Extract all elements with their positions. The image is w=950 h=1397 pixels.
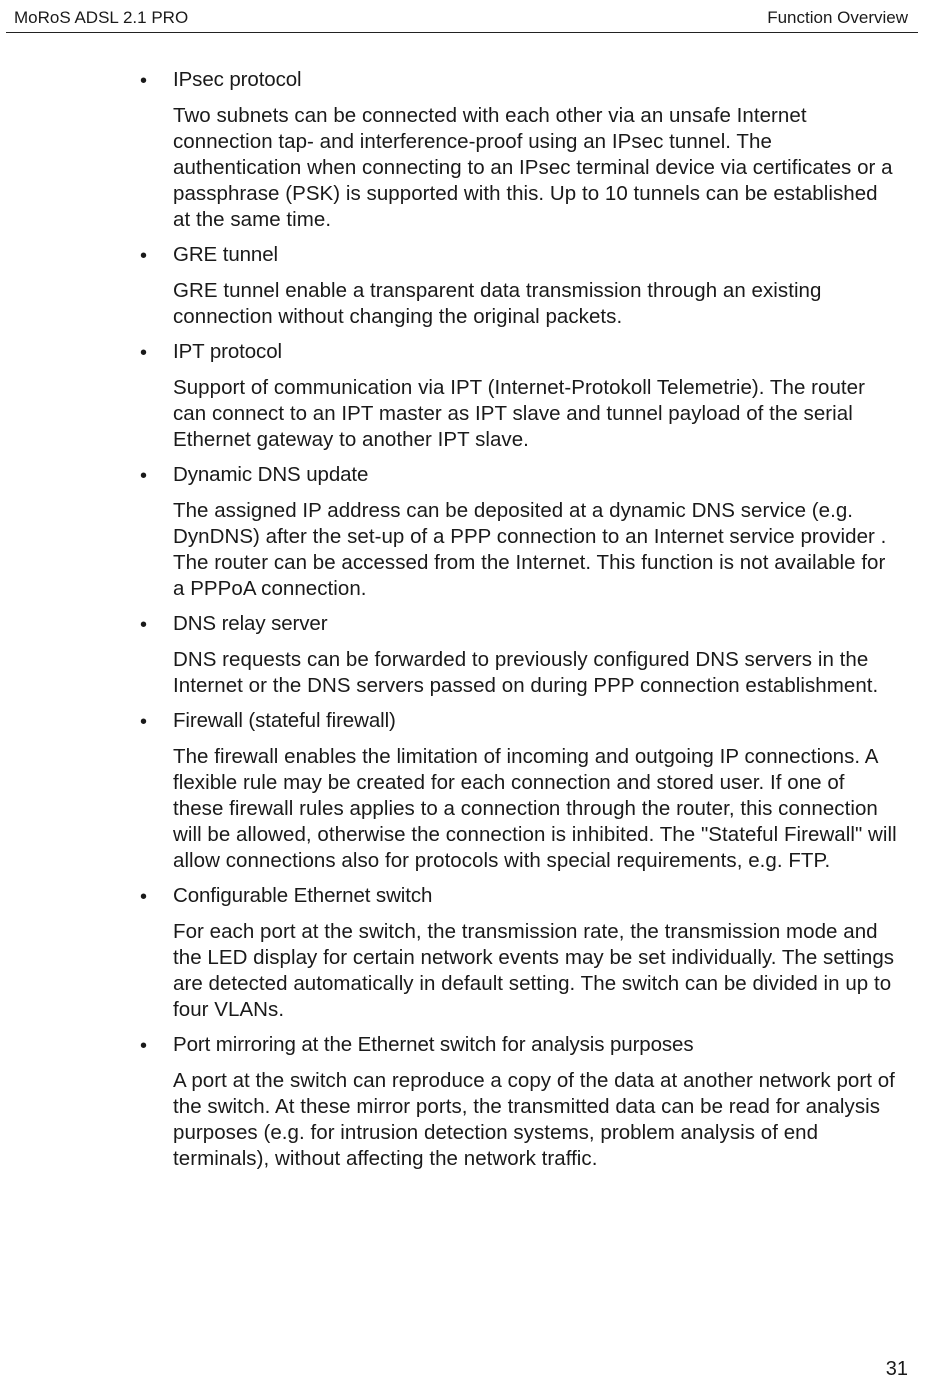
bullet-icon: • xyxy=(140,1035,148,1057)
feature-item xyxy=(140,67,900,233)
feature-item xyxy=(140,708,900,874)
feature-title: Configurable Ethernet switch xyxy=(173,884,433,907)
feature-title: GRE tunnel xyxy=(173,243,278,266)
bullet-icon: • xyxy=(140,614,148,636)
document-title: MoRoS ADSL 2.1 PRO xyxy=(14,8,189,27)
bullet-icon: • xyxy=(140,245,148,267)
page-header xyxy=(6,0,918,33)
feature-item xyxy=(140,462,900,602)
feature-item xyxy=(140,883,900,1023)
feature-list xyxy=(140,67,900,1181)
feature-title: Firewall (stateful firewall) xyxy=(173,709,396,732)
bullet-icon: • xyxy=(140,711,148,733)
feature-title: IPT protocol xyxy=(173,340,282,363)
feature-description: For each port at the switch, the transmission rate, the transmission mode and the LED display for certain network events may be set individually. The settings are detected automatically in default setting. The switch can be divided in up to four VLANs. xyxy=(173,920,895,1021)
feature-description: GRE tunnel enable a transparent data transmission through an existing connection without changing the original packets. xyxy=(173,279,822,328)
feature-item xyxy=(140,611,900,699)
feature-description: DNS requests can be forwarded to previously configured DNS servers in the Internet or the DNS servers passed on during PPP connection establishment. xyxy=(173,648,879,697)
bullet-icon: • xyxy=(140,70,148,92)
feature-description: The firewall enables the limitation of incoming and outgoing IP connections. A flexible rule may be created for each connection and stored user. If one of these firewall rules applies to a connection through the router, this connection will be allowed, otherwise the connection is inhibited. The "Stateful Firewall" will allow connections also for protocols with special requirements, e.g. FTP. xyxy=(173,745,897,872)
feature-description: A port at the switch can reproduce a copy of the data at another network port of the switch. At these mirror ports, the transmitted data can be read for analysis purposes (e.g. for intrusion detection systems, problem analysis of end terminals), without affecting the network traffic. xyxy=(173,1069,895,1170)
section-title: Function Overview xyxy=(767,8,908,27)
feature-item xyxy=(140,242,900,330)
feature-title: Dynamic DNS update xyxy=(173,463,369,486)
feature-item xyxy=(140,1032,900,1172)
feature-item xyxy=(140,339,900,453)
bullet-icon: • xyxy=(140,886,148,908)
feature-description: Two subnets can be connected with each other via an unsafe Internet connection tap- and interference-proof using an IPsec tunnel. The authentication when connecting to an IPsec terminal device via certificates or a passphrase (PSK) is supported with this. Up to 10 tunnels can be established at the same time. xyxy=(173,104,893,231)
bullet-icon: • xyxy=(140,465,148,487)
page-number: 31 xyxy=(885,1358,908,1380)
feature-description: Support of communication via IPT (Internet-Protokoll Telemetrie). The router can connect to an IPT master as IPT slave and tunnel payload of the serial Ethernet gateway to another IPT slave. xyxy=(173,376,866,451)
feature-title: IPsec protocol xyxy=(173,68,302,91)
feature-title: DNS relay server xyxy=(173,612,328,635)
feature-title: Port mirroring at the Ethernet switch for analysis purposes xyxy=(173,1033,694,1056)
bullet-icon: • xyxy=(140,342,148,364)
feature-description: The assigned IP address can be deposited at a dynamic DNS service (e.g. DynDNS) after the set-up of a PPP connection to an Internet service provider . The router can be accessed from the Internet. This function is not available for a PPPoA connection. xyxy=(173,499,887,600)
